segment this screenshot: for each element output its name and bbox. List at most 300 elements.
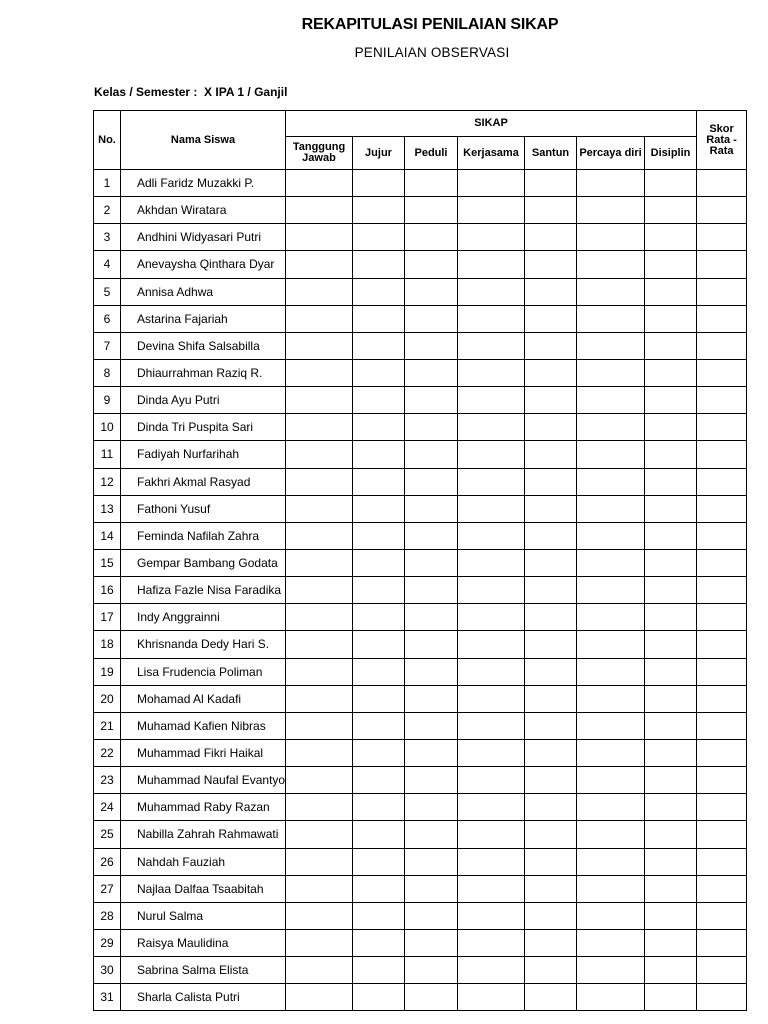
- score-cell-santun[interactable]: [525, 929, 577, 956]
- student-name: Devina Shifa Salsabilla: [137, 338, 260, 353]
- score-cell-percaya-diri[interactable]: [577, 875, 645, 902]
- score-cell-jujur[interactable]: [353, 902, 405, 929]
- score-cell-percaya-diri[interactable]: [577, 387, 645, 414]
- score-cell-tanggung-jawab[interactable]: [286, 441, 353, 468]
- score-cell-tanggung-jawab[interactable]: [286, 767, 353, 794]
- score-cell-tanggung-jawab[interactable]: [286, 387, 353, 414]
- score-cell-peduli[interactable]: [405, 984, 458, 1011]
- score-cell-percaya-diri[interactable]: [577, 278, 645, 305]
- score-cell-peduli[interactable]: [405, 549, 458, 576]
- score-cell-disiplin[interactable]: [645, 468, 697, 495]
- average-score-cell[interactable]: [697, 631, 747, 658]
- score-cell-peduli[interactable]: [405, 468, 458, 495]
- score-cell-percaya-diri[interactable]: [577, 305, 645, 332]
- score-cell-peduli[interactable]: [405, 929, 458, 956]
- score-cell-jujur[interactable]: [353, 604, 405, 631]
- score-cell-santun[interactable]: [525, 251, 577, 278]
- score-cell-tanggung-jawab[interactable]: [286, 875, 353, 902]
- score-cell-percaya-diri[interactable]: [577, 658, 645, 685]
- score-cell-santun[interactable]: [525, 821, 577, 848]
- score-cell-percaya-diri[interactable]: [577, 712, 645, 739]
- score-cell-tanggung-jawab[interactable]: [286, 577, 353, 604]
- score-cell-santun[interactable]: [525, 794, 577, 821]
- score-cell-jujur[interactable]: [353, 197, 405, 224]
- score-cell-peduli[interactable]: [405, 224, 458, 251]
- score-cell-tanggung-jawab[interactable]: [286, 224, 353, 251]
- score-cell-percaya-diri[interactable]: [577, 170, 645, 197]
- score-cell-kerjasama[interactable]: [458, 414, 525, 441]
- student-name: Fakhri Akmal Rasyad: [137, 474, 251, 489]
- score-cell-percaya-diri[interactable]: [577, 414, 645, 441]
- score-cell-santun[interactable]: [525, 739, 577, 766]
- score-cell-kerjasama[interactable]: [458, 522, 525, 549]
- score-cell-peduli[interactable]: [405, 658, 458, 685]
- student-name-cell: [121, 712, 286, 739]
- score-cell-tanggung-jawab[interactable]: [286, 685, 353, 712]
- average-score-cell[interactable]: [697, 549, 747, 576]
- table-row: [94, 957, 747, 984]
- average-score-cell[interactable]: [697, 170, 747, 197]
- average-score-cell[interactable]: [697, 767, 747, 794]
- score-cell-tanggung-jawab[interactable]: [286, 821, 353, 848]
- average-score-cell[interactable]: [697, 414, 747, 441]
- score-cell-disiplin[interactable]: [645, 957, 697, 984]
- score-cell-kerjasama[interactable]: [458, 658, 525, 685]
- score-cell-percaya-diri[interactable]: [577, 631, 645, 658]
- score-cell-disiplin[interactable]: [645, 875, 697, 902]
- average-score-cell[interactable]: [697, 604, 747, 631]
- score-cell-jujur[interactable]: [353, 631, 405, 658]
- score-cell-kerjasama[interactable]: [458, 332, 525, 359]
- score-cell-peduli[interactable]: [405, 767, 458, 794]
- table-row: [94, 522, 747, 549]
- score-cell-jujur[interactable]: [353, 170, 405, 197]
- score-cell-peduli[interactable]: [405, 387, 458, 414]
- row-number: 2: [94, 197, 121, 224]
- header-sikap-tanggung-jawab: Tanggung Jawab: [286, 137, 353, 170]
- score-cell-disiplin[interactable]: [645, 794, 697, 821]
- score-cell-disiplin[interactable]: [645, 549, 697, 576]
- student-name: Akhdan Wiratara: [137, 203, 227, 218]
- score-cell-kerjasama[interactable]: [458, 224, 525, 251]
- student-name-cell: [121, 549, 286, 576]
- score-cell-kerjasama[interactable]: [458, 170, 525, 197]
- score-cell-peduli[interactable]: [405, 332, 458, 359]
- average-score-cell[interactable]: [697, 359, 747, 386]
- score-cell-disiplin[interactable]: [645, 387, 697, 414]
- score-cell-disiplin[interactable]: [645, 441, 697, 468]
- score-cell-santun[interactable]: [525, 712, 577, 739]
- row-number: 6: [94, 305, 121, 332]
- score-cell-jujur[interactable]: [353, 794, 405, 821]
- score-cell-percaya-diri[interactable]: [577, 577, 645, 604]
- table-row: [94, 305, 747, 332]
- average-score-cell[interactable]: [697, 875, 747, 902]
- student-name-cell: [121, 794, 286, 821]
- score-cell-jujur[interactable]: [353, 224, 405, 251]
- average-score-cell[interactable]: [697, 821, 747, 848]
- score-cell-peduli[interactable]: [405, 441, 458, 468]
- score-cell-santun[interactable]: [525, 549, 577, 576]
- score-cell-kerjasama[interactable]: [458, 739, 525, 766]
- score-cell-jujur[interactable]: [353, 251, 405, 278]
- student-name: Sabrina Salma Elista: [137, 963, 249, 978]
- score-cell-disiplin[interactable]: [645, 739, 697, 766]
- score-cell-peduli[interactable]: [405, 821, 458, 848]
- table-body: [94, 170, 747, 1011]
- score-cell-jujur[interactable]: [353, 685, 405, 712]
- score-cell-peduli[interactable]: [405, 685, 458, 712]
- score-cell-disiplin[interactable]: [645, 495, 697, 522]
- document-subtitle: PENILAIAN OBSERVASI: [354, 45, 510, 60]
- student-name: Najlaa Dalfaa Tsaabitah: [137, 881, 264, 896]
- score-cell-disiplin[interactable]: [645, 414, 697, 441]
- score-cell-percaya-diri[interactable]: [577, 929, 645, 956]
- score-cell-jujur[interactable]: [353, 332, 405, 359]
- score-cell-disiplin[interactable]: [645, 577, 697, 604]
- score-cell-tanggung-jawab[interactable]: [286, 197, 353, 224]
- table-row: [94, 468, 747, 495]
- student-name: Muhammad Naufal Evantyo: [137, 773, 286, 788]
- score-cell-jujur[interactable]: [353, 522, 405, 549]
- score-cell-disiplin[interactable]: [645, 305, 697, 332]
- row-number: 11: [94, 441, 121, 468]
- student-name-cell: [121, 251, 286, 278]
- score-cell-kerjasama[interactable]: [458, 848, 525, 875]
- score-cell-santun[interactable]: [525, 767, 577, 794]
- score-cell-tanggung-jawab[interactable]: [286, 658, 353, 685]
- score-cell-tanggung-jawab[interactable]: [286, 522, 353, 549]
- score-cell-disiplin[interactable]: [645, 359, 697, 386]
- score-cell-tanggung-jawab[interactable]: [286, 902, 353, 929]
- average-score-cell[interactable]: [697, 197, 747, 224]
- student-name: Khrisnanda Dedy Hari S.: [137, 637, 270, 652]
- score-cell-disiplin[interactable]: [645, 984, 697, 1011]
- score-cell-disiplin[interactable]: [645, 685, 697, 712]
- score-cell-santun[interactable]: [525, 685, 577, 712]
- student-name: Muhamad Kafien Nibras: [137, 718, 266, 733]
- score-cell-santun[interactable]: [525, 387, 577, 414]
- student-name-cell: [121, 495, 286, 522]
- student-name: Andhini Widyasari Putri: [137, 230, 262, 245]
- score-cell-percaya-diri[interactable]: [577, 821, 645, 848]
- table-row: [94, 549, 747, 576]
- score-cell-kerjasama[interactable]: [458, 604, 525, 631]
- score-cell-kerjasama[interactable]: [458, 278, 525, 305]
- score-cell-tanggung-jawab[interactable]: [286, 495, 353, 522]
- student-name-cell: [121, 821, 286, 848]
- score-cell-santun[interactable]: [525, 658, 577, 685]
- score-cell-peduli[interactable]: [405, 577, 458, 604]
- score-cell-peduli[interactable]: [405, 875, 458, 902]
- score-cell-jujur[interactable]: [353, 441, 405, 468]
- score-cell-tanggung-jawab[interactable]: [286, 794, 353, 821]
- score-cell-peduli[interactable]: [405, 712, 458, 739]
- score-cell-disiplin[interactable]: [645, 170, 697, 197]
- header-student-name: Nama Siswa: [121, 111, 286, 170]
- score-cell-percaya-diri[interactable]: [577, 197, 645, 224]
- average-score-cell[interactable]: [697, 848, 747, 875]
- row-number: 23: [94, 767, 121, 794]
- score-cell-percaya-diri[interactable]: [577, 984, 645, 1011]
- score-cell-kerjasama[interactable]: [458, 902, 525, 929]
- score-cell-tanggung-jawab[interactable]: [286, 631, 353, 658]
- score-cell-tanggung-jawab[interactable]: [286, 712, 353, 739]
- average-score-cell[interactable]: [697, 495, 747, 522]
- score-cell-kerjasama[interactable]: [458, 631, 525, 658]
- score-cell-jujur[interactable]: [353, 549, 405, 576]
- student-name-cell: [121, 767, 286, 794]
- average-score-cell[interactable]: [697, 957, 747, 984]
- row-number: 14: [94, 522, 121, 549]
- score-cell-peduli[interactable]: [405, 495, 458, 522]
- score-cell-disiplin[interactable]: [645, 929, 697, 956]
- score-cell-tanggung-jawab[interactable]: [286, 414, 353, 441]
- score-cell-tanggung-jawab[interactable]: [286, 957, 353, 984]
- score-cell-tanggung-jawab[interactable]: [286, 848, 353, 875]
- score-cell-percaya-diri[interactable]: [577, 957, 645, 984]
- score-cell-percaya-diri[interactable]: [577, 495, 645, 522]
- score-cell-peduli[interactable]: [405, 794, 458, 821]
- score-cell-santun[interactable]: [525, 957, 577, 984]
- score-cell-jujur[interactable]: [353, 468, 405, 495]
- student-name: Dinda Ayu Putri: [137, 393, 220, 408]
- table-row: [94, 631, 747, 658]
- header-no: No.: [94, 111, 121, 170]
- score-cell-jujur[interactable]: [353, 278, 405, 305]
- score-cell-kerjasama[interactable]: [458, 821, 525, 848]
- average-score-cell[interactable]: [697, 251, 747, 278]
- score-cell-kerjasama[interactable]: [458, 984, 525, 1011]
- score-cell-disiplin[interactable]: [645, 278, 697, 305]
- score-cell-jujur[interactable]: [353, 658, 405, 685]
- score-cell-jujur[interactable]: [353, 848, 405, 875]
- score-cell-santun[interactable]: [525, 984, 577, 1011]
- score-cell-santun[interactable]: [525, 359, 577, 386]
- score-cell-percaya-diri[interactable]: [577, 604, 645, 631]
- score-cell-percaya-diri[interactable]: [577, 332, 645, 359]
- score-cell-tanggung-jawab[interactable]: [286, 739, 353, 766]
- score-cell-jujur[interactable]: [353, 495, 405, 522]
- score-cell-disiplin[interactable]: [645, 224, 697, 251]
- score-cell-santun[interactable]: [525, 414, 577, 441]
- score-cell-kerjasama[interactable]: [458, 875, 525, 902]
- score-cell-peduli[interactable]: [405, 848, 458, 875]
- average-score-cell[interactable]: [697, 685, 747, 712]
- score-cell-santun[interactable]: [525, 278, 577, 305]
- score-cell-peduli[interactable]: [405, 902, 458, 929]
- average-score-cell[interactable]: [697, 305, 747, 332]
- score-cell-jujur[interactable]: [353, 305, 405, 332]
- average-score-cell[interactable]: [697, 984, 747, 1011]
- score-cell-jujur[interactable]: [353, 739, 405, 766]
- average-score-cell[interactable]: [697, 712, 747, 739]
- average-score-cell[interactable]: [697, 468, 747, 495]
- score-cell-disiplin[interactable]: [645, 604, 697, 631]
- score-cell-kerjasama[interactable]: [458, 441, 525, 468]
- table-row: [94, 414, 747, 441]
- score-cell-jujur[interactable]: [353, 712, 405, 739]
- score-cell-santun[interactable]: [525, 305, 577, 332]
- score-cell-percaya-diri[interactable]: [577, 359, 645, 386]
- score-cell-peduli[interactable]: [405, 522, 458, 549]
- row-number: 26: [94, 848, 121, 875]
- score-cell-tanggung-jawab[interactable]: [286, 468, 353, 495]
- score-cell-tanggung-jawab[interactable]: [286, 929, 353, 956]
- score-cell-jujur[interactable]: [353, 957, 405, 984]
- score-cell-percaya-diri[interactable]: [577, 251, 645, 278]
- score-cell-peduli[interactable]: [405, 305, 458, 332]
- score-cell-percaya-diri[interactable]: [577, 685, 645, 712]
- row-number: 5: [94, 278, 121, 305]
- score-cell-peduli[interactable]: [405, 631, 458, 658]
- score-cell-santun[interactable]: [525, 631, 577, 658]
- row-number: 19: [94, 658, 121, 685]
- table-row: [94, 251, 747, 278]
- student-name-cell: [121, 875, 286, 902]
- table-row: [94, 658, 747, 685]
- score-cell-kerjasama[interactable]: [458, 577, 525, 604]
- score-cell-kerjasama[interactable]: [458, 387, 525, 414]
- score-cell-jujur[interactable]: [353, 875, 405, 902]
- score-cell-percaya-diri[interactable]: [577, 767, 645, 794]
- score-cell-kerjasama[interactable]: [458, 251, 525, 278]
- average-score-cell[interactable]: [697, 387, 747, 414]
- score-cell-kerjasama[interactable]: [458, 712, 525, 739]
- score-cell-jujur[interactable]: [353, 767, 405, 794]
- score-cell-kerjasama[interactable]: [458, 767, 525, 794]
- score-cell-santun[interactable]: [525, 577, 577, 604]
- student-name-cell: [121, 984, 286, 1011]
- score-cell-santun[interactable]: [525, 197, 577, 224]
- average-score-cell[interactable]: [697, 224, 747, 251]
- score-cell-jujur[interactable]: [353, 821, 405, 848]
- average-score-cell[interactable]: [697, 658, 747, 685]
- score-cell-santun[interactable]: [525, 902, 577, 929]
- score-cell-disiplin[interactable]: [645, 712, 697, 739]
- score-cell-disiplin[interactable]: [645, 332, 697, 359]
- score-cell-peduli[interactable]: [405, 414, 458, 441]
- score-cell-tanggung-jawab[interactable]: [286, 251, 353, 278]
- score-cell-peduli[interactable]: [405, 278, 458, 305]
- score-cell-santun[interactable]: [525, 604, 577, 631]
- score-cell-disiplin[interactable]: [645, 902, 697, 929]
- score-cell-santun[interactable]: [525, 332, 577, 359]
- student-name-cell: [121, 929, 286, 956]
- score-cell-kerjasama[interactable]: [458, 929, 525, 956]
- score-cell-peduli[interactable]: [405, 739, 458, 766]
- average-score-cell[interactable]: [697, 441, 747, 468]
- score-cell-percaya-diri[interactable]: [577, 522, 645, 549]
- score-cell-tanggung-jawab[interactable]: [286, 278, 353, 305]
- student-name: Fathoni Yusuf: [137, 501, 211, 516]
- score-cell-peduli[interactable]: [405, 197, 458, 224]
- average-score-cell[interactable]: [697, 278, 747, 305]
- score-cell-santun[interactable]: [525, 224, 577, 251]
- score-cell-percaya-diri[interactable]: [577, 739, 645, 766]
- score-cell-jujur[interactable]: [353, 984, 405, 1011]
- score-cell-kerjasama[interactable]: [458, 794, 525, 821]
- score-cell-disiplin[interactable]: [645, 658, 697, 685]
- score-cell-kerjasama[interactable]: [458, 197, 525, 224]
- student-name: Astarina Fajariah: [137, 311, 228, 326]
- score-cell-santun[interactable]: [525, 522, 577, 549]
- student-name: Adli Faridz Muzakki P.: [137, 176, 255, 191]
- score-cell-peduli[interactable]: [405, 957, 458, 984]
- score-cell-disiplin[interactable]: [645, 848, 697, 875]
- table-row: [94, 224, 747, 251]
- score-cell-percaya-diri[interactable]: [577, 794, 645, 821]
- score-cell-kerjasama[interactable]: [458, 685, 525, 712]
- score-cell-tanggung-jawab[interactable]: [286, 984, 353, 1011]
- score-cell-jujur[interactable]: [353, 929, 405, 956]
- score-cell-kerjasama[interactable]: [458, 495, 525, 522]
- score-cell-jujur[interactable]: [353, 359, 405, 386]
- score-cell-percaya-diri[interactable]: [577, 549, 645, 576]
- average-score-cell[interactable]: [697, 332, 747, 359]
- score-cell-santun[interactable]: [525, 495, 577, 522]
- row-number: 10: [94, 414, 121, 441]
- score-cell-tanggung-jawab[interactable]: [286, 359, 353, 386]
- score-cell-peduli[interactable]: [405, 251, 458, 278]
- score-cell-santun[interactable]: [525, 170, 577, 197]
- score-cell-disiplin[interactable]: [645, 522, 697, 549]
- score-cell-jujur[interactable]: [353, 387, 405, 414]
- score-cell-percaya-diri[interactable]: [577, 224, 645, 251]
- score-cell-santun[interactable]: [525, 848, 577, 875]
- student-name-cell: [121, 332, 286, 359]
- score-cell-kerjasama[interactable]: [458, 305, 525, 332]
- score-cell-percaya-diri[interactable]: [577, 902, 645, 929]
- header-sikap-santun: Santun: [525, 137, 577, 170]
- score-cell-disiplin[interactable]: [645, 251, 697, 278]
- score-cell-disiplin[interactable]: [645, 197, 697, 224]
- average-score-cell[interactable]: [697, 794, 747, 821]
- score-cell-kerjasama[interactable]: [458, 549, 525, 576]
- student-name-cell: [121, 957, 286, 984]
- average-score-cell[interactable]: [697, 902, 747, 929]
- average-score-cell[interactable]: [697, 522, 747, 549]
- score-cell-tanggung-jawab[interactable]: [286, 549, 353, 576]
- score-cell-santun[interactable]: [525, 468, 577, 495]
- table-row: [94, 794, 747, 821]
- score-cell-percaya-diri[interactable]: [577, 441, 645, 468]
- average-score-cell[interactable]: [697, 929, 747, 956]
- score-cell-kerjasama[interactable]: [458, 468, 525, 495]
- score-cell-kerjasama[interactable]: [458, 359, 525, 386]
- score-cell-disiplin[interactable]: [645, 821, 697, 848]
- score-cell-peduli[interactable]: [405, 604, 458, 631]
- score-cell-santun[interactable]: [525, 441, 577, 468]
- score-cell-tanggung-jawab[interactable]: [286, 170, 353, 197]
- average-score-cell[interactable]: [697, 577, 747, 604]
- score-cell-kerjasama[interactable]: [458, 957, 525, 984]
- average-score-cell[interactable]: [697, 739, 747, 766]
- score-cell-peduli[interactable]: [405, 359, 458, 386]
- score-cell-santun[interactable]: [525, 875, 577, 902]
- score-cell-jujur[interactable]: [353, 577, 405, 604]
- score-cell-tanggung-jawab[interactable]: [286, 332, 353, 359]
- score-cell-tanggung-jawab[interactable]: [286, 604, 353, 631]
- score-cell-percaya-diri[interactable]: [577, 468, 645, 495]
- table-row: [94, 929, 747, 956]
- score-cell-disiplin[interactable]: [645, 767, 697, 794]
- score-cell-disiplin[interactable]: [645, 631, 697, 658]
- score-cell-tanggung-jawab[interactable]: [286, 305, 353, 332]
- score-cell-peduli[interactable]: [405, 170, 458, 197]
- score-cell-jujur[interactable]: [353, 414, 405, 441]
- score-cell-percaya-diri[interactable]: [577, 848, 645, 875]
